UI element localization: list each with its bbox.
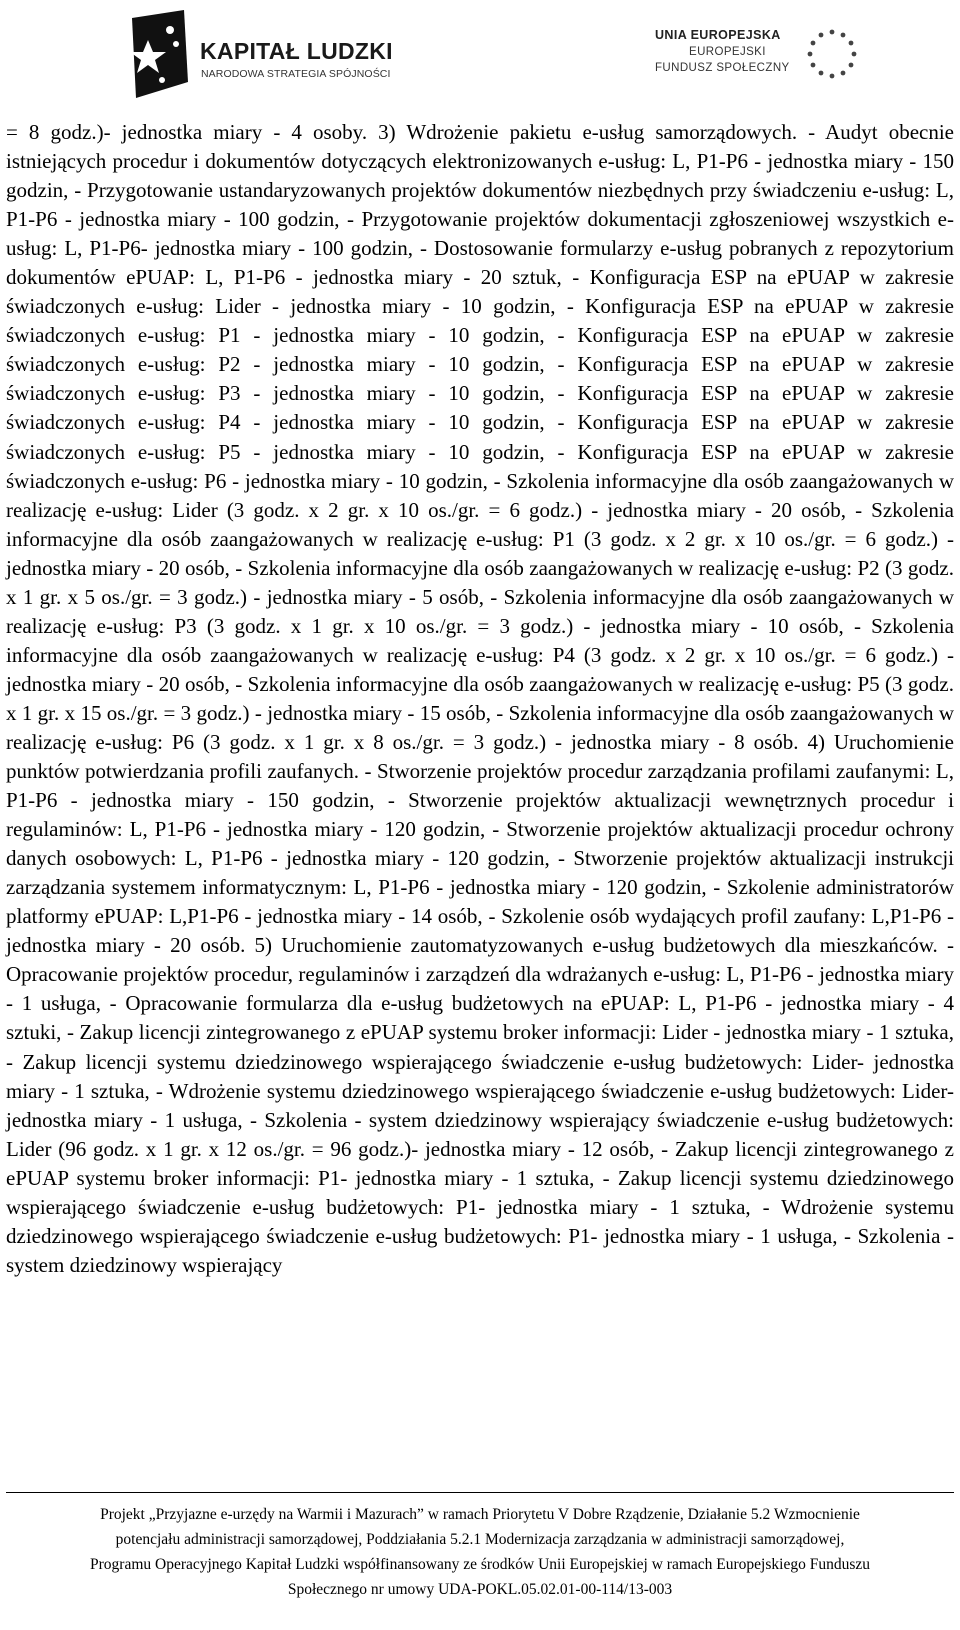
footer-line-4: Społecznego nr umowy UDA-POKL.05.02.01-00-114/13-003 bbox=[287, 1581, 673, 1598]
footer-line-2: potencjału administracji samorządowej, Poddziałania 5.2.1 Modernizacja zarządzania w administracji samorządowej, bbox=[115, 1531, 845, 1548]
eu-stars-circle-icon bbox=[803, 26, 861, 82]
eu-logo-line-2: EUROPEJSKI bbox=[689, 46, 766, 58]
body-paragraph: = 8 godz.)- jednostka miary - 4 osoby. 3) Wdrożenie pakietu e-usług samorządowych. - Audyt obecnie istniejących procedur i dokumentów dotyczących elektronizowanych e-usług: L, P1-P6 - jednostka miary - 150 godzin, - Przygotowanie ustandaryzowanych projektów dokumentów niezbędnych przy świadczeniu e-usług: L, P1-P6 - jednostka miary - 100 godzin, - Przygotowanie projektów dokumentacji zgłoszeniowej wszystkich e-usług: L, P1-P6- jednostka miary - 100 godzin, - Dostosowanie formularzy e-usług pobranych z repozytorium dokumentów ePUAP: L, P1-P6 - jednostka miary - 20 sztuk, - Konfiguracja ESP na ePUAP w zakresie świadczonych e-usług: Lider - jednostka miary - 10 godzin, - Konfiguracja ESP na ePUAP w zakresie świadczonych e-usług: P1 - jednostka miary - 10 godzin, - Konfiguracja ESP na ePUAP w zakresie świadczonych e-usług: P2 - jednostka miary - 10 godzin, - Konfiguracja ESP na ePUAP w zakresie świadczonych e-usług: P3 - jednostka miary - 10 godzin, - Konfiguracja ESP na ePUAP w zakresie świadczonych e-usług: P4 - jednostka miary - 10 godzin, - Konfiguracja ESP na ePUAP w zakresie świadczonych e-usług: P5 - jednostka miary - 10 godzin, - Konfiguracja ESP na ePUAP w zakresie świadczonych e-usług: P6 - jednostka miary - 10 godzin, - Szkolenia informacyjne dla osób zaangażowanych w realizację e-usług: Lider (3 godz. x 2 gr. x 10 os./gr. = 6 godz.) - jednostka miary - 20 osób, - Szkolenia informacyjne dla osób zaangażowanych w realizację e-usług: P1 (3 godz. x 2 gr. x 10 os./gr. = 6 godz.) - jednostka miary - 20 osób, - Szkolenia informacyjne dla osób zaangażowanych w realizację e-usług: P2 (3 godz. x 1 gr. x 5 os./gr. = 3 godz.) - jednostka miary - 5 osób, - Szkolenia informacyjne dla osób zaangażowanych w realizację e-usług: P3 (3 godz. x 1 gr. x 10 os./gr. = 3 godz.) - jednostka miary - 10 osób, - Szkolenia informacyjne dla osób zaangażowanych w realizację e-usług: P4 (3 godz. x 2 gr. x 10 os./gr. = 6 godz.) - jednostka miary - 20 osób, - Szkolenia informacyjne dla osób zaangażowanych w realizację e-usług: P5 (3 godz. x 1 gr. x 15 os./gr. = 3 godz.) - jednostka miary - 15 osób, - Szkolenia informacyjne dla osób zaangażowanych w realizację e-usług: P6 (3 godz. x 1 gr. x 8 os./gr. = 3 godz.) - jednostka miary - 8 osób. 4) Uruchomienie punktów potwierdzania profili zaufanych. - Stworzenie projektów procedur zarządzania profilami zaufanymi: L, P1-P6 - jednostka miary - 150 godzin, - Stworzenie projektów aktualizacji wewnętrznych procedur i regulaminów: L, P1-P6 - jednostka miary - 120 godzin, - Stworzenie projektów aktualizacji procedur ochrony danych osobowych: L, P1-P6 - jednostka miary - 120 godzin, - Stworzenie projektów aktualizacji instrukcji zarządzania systemem informatycznym: L, P1-P6 - jednostka miary - 120 godzin, - Szkolenie administratorów platformy ePUAP: L,P1-P6 - jednostka miary - 14 osób, - Szkolenie osób wydających profil zaufany: L,P1-P6 - jednostka miary - 20 osób. 5) Uruchomienie zautomatyzowanych e-usług budżetowych dla mieszkańców. - Opracowanie projektów procedur, regulaminów i zarządzeń dla wdrażanych e-usług: L, P1-P6 - jednostka miary - 1 usługa, - Opracowanie formularza dla e-usług budżetowych na ePUAP: L, P1-P6 - jednostka miary - 4 sztuki, - Zakup licencji zintegrowanego z ePUAP systemu broker informacji: Lider - jednostka miary - 1 sztuka, - Zakup licencji systemu dziedzinowego wspierającego świadczenie e-usług budżetowych: Lider- jednostka miary - 1 sztuka, - Wdrożenie systemu dziedzinowego wspierającego świadczenie e-usług budżetowych: Lider- jednostka miary - 1 usługa, - Szkolenia - system dziedzinowy wspierający świadczenie e-usług budżetowych: Lider (96 godz. x 1 gr. x 12 os./gr. = 96 godz.)- jednostka miary - 12 osób, - Zakup licencji zintegrowanego z ePUAP systemu broker informacji: P1- jednostka miary - 1 sztuka, - Zakup licencji systemu dziedzinowego wspierającego świadczenie e-usług budżetowych: P1- jednostka miary - 1 sztuka, - Wdrożenie systemu dziedzinowego wspierającego świadczenie e-usług budżetowych: P1- jednostka miary - 1 usługa, - Szkolenia - system dziedzinowy wspierający bbox=[6, 120, 954, 1277]
footer-line-3: Programu Operacyjnego Kapitał Ludzki współfinansowany ze środków Unii Europejskiej w ramach Europejskiego Funduszu bbox=[90, 1556, 870, 1573]
eu-logo-line-1: UNIA EUROPEJSKA bbox=[655, 28, 781, 42]
eu-social-fund-logo bbox=[655, 24, 855, 84]
kapital-ludzki-title: KAPITAŁ LUDZKI bbox=[200, 38, 393, 64]
kapital-ludzki-star-figure-icon bbox=[126, 10, 188, 98]
kapital-ludzki-logo bbox=[104, 8, 393, 100]
eu-logo-line-3: FUNDUSZ SPOŁECZNY bbox=[655, 62, 790, 74]
footer-divider bbox=[6, 1492, 954, 1493]
footer-line-1: Projekt „Przyjazne e-urzędy na Warmii i Mazurach” w ramach Priorytetu V Dobre Rządzenie, Działanie 5.2 Wzmocnienie bbox=[100, 1506, 860, 1523]
footer bbox=[6, 1502, 954, 1602]
kapital-ludzki-subtitle: NARODOWA STRATEGIA SPÓJNOŚCI bbox=[201, 68, 391, 80]
